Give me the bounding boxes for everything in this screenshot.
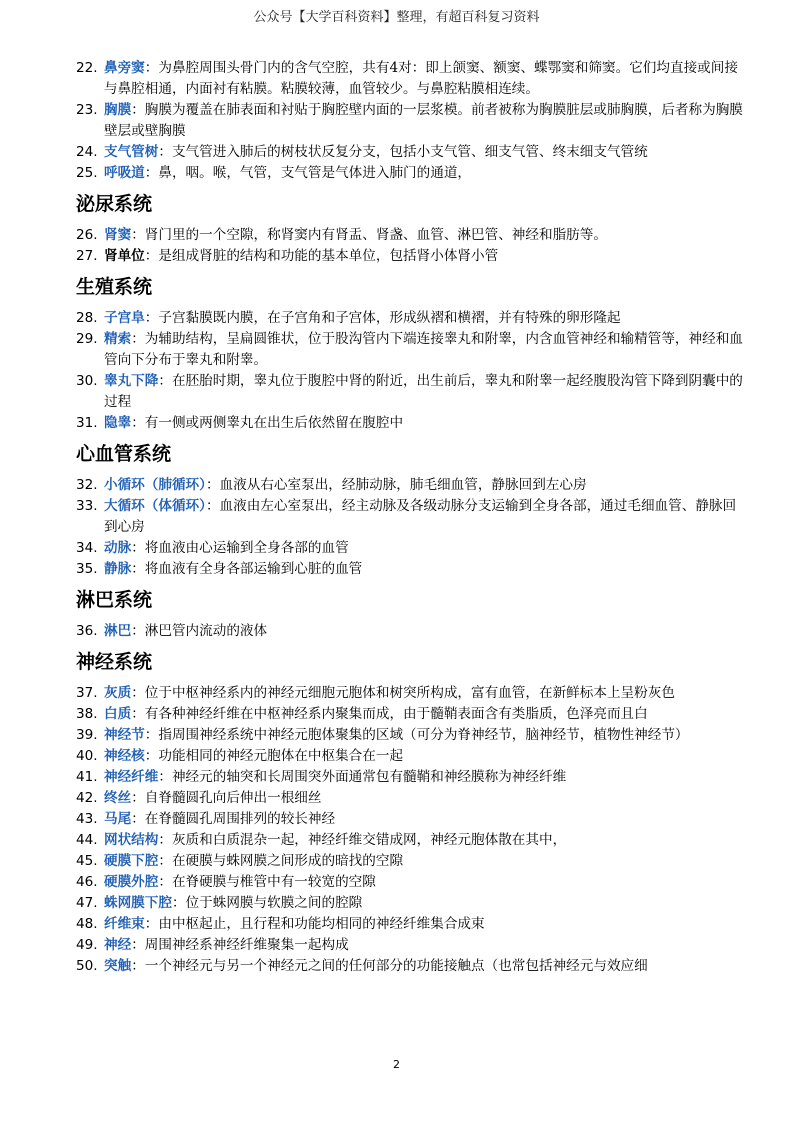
entry-number: 27. <box>76 248 98 264</box>
entry-definition: ：血液由左心室泵出，经主动脉及各级动脉分支运输到全身各部，通过毛细血管、静脉回到心房 <box>104 498 737 535</box>
entry-number: 36. <box>76 623 98 639</box>
entry-term: 睾丸下降 <box>104 373 159 389</box>
entry-term: 淋巴 <box>104 623 132 639</box>
glossary-entry <box>76 893 744 914</box>
entry-definition: ：灰质和白质混杂一起，神经纤维交错成网，神经元胞体散在其中， <box>158 832 567 848</box>
glossary-entry <box>76 225 744 246</box>
entry-number: 34. <box>76 540 98 556</box>
entry-term: 隐睾 <box>104 415 132 431</box>
glossary-entry <box>76 830 744 851</box>
glossary-entry <box>76 100 744 142</box>
glossary-entry <box>76 559 744 580</box>
entry-term: 静脉 <box>104 561 132 577</box>
entry-number: 47. <box>76 895 98 911</box>
entry-number: 40. <box>76 748 98 764</box>
entry-definition: ：胸膜为覆盖在肺表面和衬贴于胸腔壁内面的一层浆模。前者被称为胸膜脏层或肺胸膜，后者称为胸膜壁层或壁胸膜 <box>104 102 743 139</box>
entry-number: 22. <box>76 60 98 76</box>
entry-term: 精索 <box>104 331 132 347</box>
entry-number: 25. <box>76 165 98 181</box>
entry-definition: ：血液从右心室泵出，经肺动脉，肺毛细血管，静脉回到左心房 <box>205 477 587 493</box>
glossary-entry <box>76 872 744 893</box>
entry-definition: ：指周围神经系统中神经元胞体聚集的区域（可分为脊神经节，脑神经节，植物性神经节） <box>144 727 689 743</box>
section-heading: 心血管系统 <box>76 443 172 465</box>
entry-number: 32. <box>76 477 98 493</box>
entry-term: 灰质 <box>104 685 132 701</box>
entry-number: 31. <box>76 415 98 431</box>
entry-number: 48. <box>76 916 98 932</box>
glossary-entry <box>76 475 744 496</box>
entry-term: 胸膜 <box>104 102 132 118</box>
entry-number: 49. <box>76 937 98 953</box>
glossary-entry <box>76 371 744 413</box>
glossary-entry <box>76 308 744 329</box>
entry-term: 子宫阜 <box>104 310 145 326</box>
glossary-entry <box>76 163 744 184</box>
glossary-entry <box>76 746 744 767</box>
glossary-entry <box>76 621 744 642</box>
entry-number: 30. <box>76 373 98 389</box>
entry-number: 50. <box>76 958 98 974</box>
entry-number: 26. <box>76 227 98 243</box>
entry-definition: ：为鼻腔周围头骨门内的含气空腔，共有4对：即上颌窦、额窦、蝶鄂窦和筛窦。它们均直接或间接与鼻腔相通，内面衬有粘膜。粘膜较薄，血管较少。与鼻腔粘膜相连续。 <box>104 60 738 97</box>
entry-term: 鼻旁窦 <box>104 60 145 76</box>
glossary-entry <box>76 329 744 371</box>
entry-definition: ：在脊硬膜与椎管中有一较宽的空隙 <box>158 874 376 890</box>
entry-term: 蛛网膜下腔 <box>104 895 172 911</box>
entry-definition: ：为辅助结构，呈扁圆锥状，位于股沟管内下端连接睾丸和附睾，内含血管神经和输精管等，神经和血管向下分布于睾丸和附睾。 <box>104 331 743 368</box>
entry-definition: ：肾门里的一个空隙，称肾窦内有肾盂、肾盏、血管、淋巴管、神经和脂肪等。 <box>131 227 607 243</box>
entry-term: 动脉 <box>104 540 132 556</box>
entry-term: 呼吸道 <box>104 165 145 181</box>
glossary-entry <box>76 496 744 538</box>
entry-term: 神经节 <box>104 727 145 743</box>
entry-number: 46. <box>76 874 98 890</box>
entry-number: 39. <box>76 727 98 743</box>
section-heading: 神经系统 <box>76 651 153 673</box>
entry-term: 神经纤维 <box>104 769 159 785</box>
entry-term: 硬膜外腔 <box>104 874 159 890</box>
entry-definition: ：位于中枢神经系内的神经元细胞元胞体和树突所构成，富有血管，在新鲜标本上呈粉灰色 <box>131 685 675 701</box>
glossary-entry <box>76 725 744 746</box>
entry-number: 38. <box>76 706 98 722</box>
entry-term: 小循环（肺循环） <box>104 477 206 493</box>
glossary-entry <box>76 413 744 434</box>
glossary-entry <box>76 935 744 956</box>
glossary-entry <box>76 956 744 977</box>
entry-term: 硬膜下腔 <box>104 853 159 869</box>
glossary-entry <box>76 704 744 725</box>
entry-definition: ：周围神经系神经纤维聚集一起构成 <box>131 937 349 953</box>
entry-definition: ：子宫黏膜既内膜，在子宫角和子宫体，形成纵褶和横褶，并有特殊的卵形隆起 <box>144 310 621 326</box>
entry-number: 37. <box>76 685 98 701</box>
entry-definition: ：将血液有全身各部运输到心脏的血管 <box>131 561 363 577</box>
glossary-entry <box>76 142 744 163</box>
entry-definition: ：支气管进入肺后的树枝状反复分支，包括小支气管、细支气管、终末细支气管统 <box>158 144 648 160</box>
entry-definition: ：在硬膜与蛛网膜之间形成的暗找的空隙 <box>158 853 404 869</box>
entry-term: 神经 <box>104 937 132 953</box>
section-heading: 生殖系统 <box>76 276 153 298</box>
entry-definition: ：淋巴管内流动的液体 <box>131 623 268 639</box>
section-heading: 淋巴系统 <box>76 589 153 611</box>
entry-definition: ：在脊髓圆孔周围排列的较长神经 <box>131 811 336 827</box>
entry-definition: ：将血液由心运输到全身各部的血管 <box>131 540 349 556</box>
entry-term: 终丝 <box>104 790 132 806</box>
entry-definition: ：位于蛛网膜与软膜之间的腔隙 <box>171 895 363 911</box>
entry-definition: ：是组成肾脏的结构和功能的基本单位，包括肾小体肾小管 <box>144 248 499 264</box>
glossary-entry <box>76 851 744 872</box>
entry-term: 纤维束 <box>104 916 145 932</box>
entry-term: 突触 <box>104 958 132 974</box>
entry-definition: ：自脊髓圆孔向后伸出一根细丝 <box>131 790 322 806</box>
entry-number: 24. <box>76 144 98 160</box>
section-heading: 泌尿系统 <box>76 193 153 215</box>
entry-number: 42. <box>76 790 98 806</box>
entry-definition: ：在胚胎时期，睾丸位于腹腔中肾的附近，出生前后，睾丸和附睾一起经腹股沟管下降到阴囊中的过程 <box>104 373 743 410</box>
glossary-entry <box>76 538 744 559</box>
glossary-entry <box>76 914 744 935</box>
entry-definition: ：功能相同的神经元胞体在中枢集合在一起 <box>144 748 404 764</box>
entry-number: 28. <box>76 310 98 326</box>
entry-definition: ：鼻，咽。喉，气管，支气管是气体进入肺门的通道， <box>144 165 472 181</box>
entry-term: 支气管树 <box>104 144 159 160</box>
entry-number: 29. <box>76 331 98 347</box>
entry-term: 肾窦 <box>104 227 132 243</box>
entry-number: 33. <box>76 498 98 514</box>
entry-term: 神经核 <box>104 748 145 764</box>
entry-definition: ：神经元的轴突和长周围突外面通常包有髓鞘和神经膜称为神经纤维 <box>158 769 567 785</box>
glossary-entry <box>76 788 744 809</box>
entry-term: 大循环（体循环） <box>104 498 206 514</box>
glossary-entry <box>76 246 744 267</box>
entry-definition: ：有一侧或两侧睾丸在出生后依然留在腹腔中 <box>131 415 404 431</box>
entry-number: 43. <box>76 811 98 827</box>
entry-definition: ：一个神经元与另一个神经元之间的任何部分的功能接触点（也常包括神经元与效应细 <box>131 958 648 974</box>
entry-term: 肾单位 <box>104 248 145 264</box>
entry-number: 23. <box>76 102 98 118</box>
entry-definition: ：有各种神经纤维在中枢神经系内聚集而成，由于髓鞘表面含有类脂质，色泽亮而且白 <box>131 706 648 722</box>
entry-definition: ：由中枢起止，且行程和功能均相同的神经纤维集合成束 <box>144 916 485 932</box>
entry-number: 41. <box>76 769 98 785</box>
glossary-entry <box>76 58 744 100</box>
document-body <box>76 58 744 977</box>
glossary-entry <box>76 767 744 788</box>
entry-number: 44. <box>76 832 98 848</box>
entry-term: 白质 <box>104 706 132 722</box>
glossary-entry <box>76 683 744 704</box>
entry-number: 35. <box>76 561 98 577</box>
entry-term: 马尾 <box>104 811 132 827</box>
entry-number: 45. <box>76 853 98 869</box>
glossary-entry <box>76 809 744 830</box>
page-header: 公众号【大学百科资料】整理，有超百科复习资料 <box>253 10 540 25</box>
entry-term: 网状结构 <box>104 832 159 848</box>
page-number: 2 <box>393 1058 400 1071</box>
